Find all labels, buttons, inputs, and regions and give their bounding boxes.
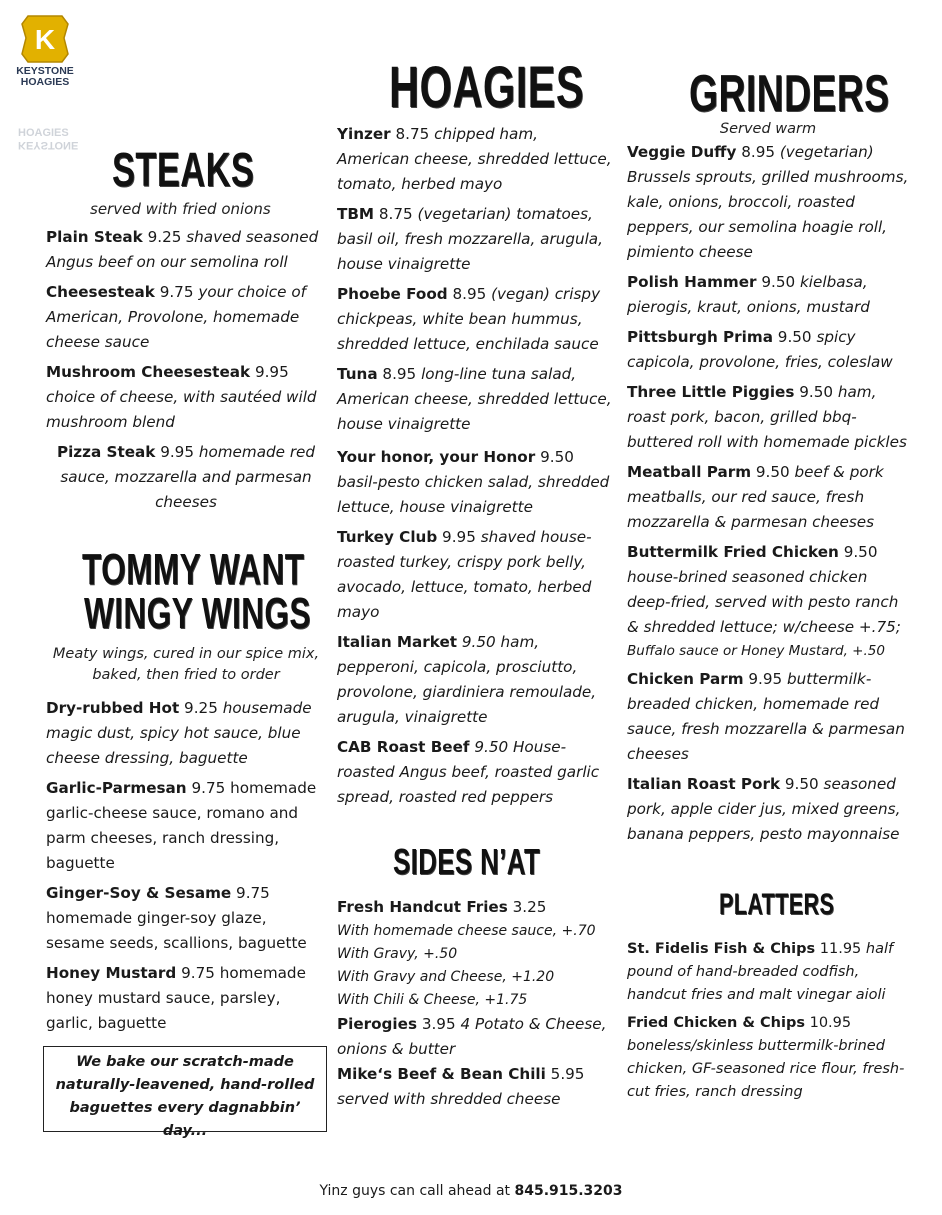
item-desc: house-brined seasoned chicken deep-fried, served with pesto ranch & shredded lettuce; w/cheese +.75; xyxy=(627,568,901,636)
item-price: 9.50 xyxy=(461,633,496,651)
sides-section xyxy=(337,842,617,1117)
item-price: 9.50 xyxy=(777,328,812,346)
item-name: Cheesesteak xyxy=(46,283,155,301)
item-desc: ham, pepperoni, capicola, prosciutto, provolone, giardiniera remoulade, arugula, vinaigrette xyxy=(337,633,597,726)
item-desc: homemade honey mustard sauce, parsley, garlic, baguette xyxy=(46,964,306,1032)
item-name: Chicken Parm xyxy=(627,670,744,688)
hoagies-section xyxy=(337,55,615,815)
item-price: 8.95 xyxy=(382,365,417,383)
item-desc: (vegan) crispy chickpeas, white bean hummus, shredded lettuce, enchilada sauce xyxy=(337,285,601,353)
wings-title-line2: WINGY WINGS xyxy=(84,589,311,638)
grinders-subtitle: Served warm xyxy=(719,121,817,137)
item-desc: beef & pork meatballs, our red sauce, fresh mozzarella & parmesan cheeses xyxy=(627,463,884,531)
item-extra: Buffalo sauce or Honey Mustard, +.50 xyxy=(627,643,885,659)
menu-item xyxy=(337,896,617,918)
item-price: 9.95 xyxy=(442,528,476,546)
menu-item xyxy=(46,440,326,515)
item-desc: basil-pesto chicken salad, shredded lettuce, house vinaigrette xyxy=(337,473,610,516)
logo-text-line2: HOAGIES xyxy=(20,76,70,88)
menu-item xyxy=(46,360,326,435)
phone-number: 845.915.3203 xyxy=(514,1183,623,1199)
menu-item xyxy=(337,1062,617,1112)
item-name: Pittsburgh Prima xyxy=(627,328,773,346)
menu-item xyxy=(46,776,326,876)
item-name: Garlic-Parmesan xyxy=(46,779,187,797)
hoagies-title: HOAGIES xyxy=(389,55,585,120)
item-desc: chipped ham, American cheese, shredded lettuce, tomato, herbed mayo xyxy=(337,125,612,193)
item-name: Three Little Piggies xyxy=(627,383,795,401)
item-price: 3.95 xyxy=(421,1015,456,1033)
item-price: 10.95 xyxy=(809,1015,852,1031)
item-desc: shaved seasoned Angus beef on our semolina roll xyxy=(46,228,319,271)
platters-title: PLATTERS xyxy=(719,888,835,921)
menu-item xyxy=(627,325,909,375)
menu-item xyxy=(46,696,326,771)
item-name: Fried Chicken & Chips xyxy=(627,1015,805,1031)
menu-item xyxy=(46,280,326,355)
menu-item xyxy=(627,772,909,847)
menu-item xyxy=(337,630,615,730)
menu-item xyxy=(337,362,615,437)
item-price: 9.25 xyxy=(184,699,218,717)
menu-item xyxy=(46,961,326,1036)
item-price: 8.75 xyxy=(395,125,430,143)
item-price: 5.95 xyxy=(550,1065,585,1083)
footer-text: Yinz guys can call ahead at xyxy=(319,1183,511,1199)
item-price: 9.50 xyxy=(474,738,509,756)
logo-letter: K xyxy=(34,24,56,55)
item-name: Your honor, your Honor xyxy=(337,448,536,466)
menu-item xyxy=(337,282,615,357)
item-price: 9.50 xyxy=(799,383,834,401)
item-name: Italian Market xyxy=(337,633,458,651)
item-desc: homemade red sauce, mozzarella and parmesan cheeses xyxy=(60,443,316,511)
item-name: Fresh Handcut Fries xyxy=(337,898,508,916)
wings-subtitle: Meaty wings, cured in our spice mix, baked, then fried to order xyxy=(52,646,320,683)
menu-item xyxy=(627,140,909,265)
item-price: 3.25 xyxy=(512,898,547,916)
menu-item xyxy=(337,122,615,197)
menu-item xyxy=(627,667,909,767)
item-name: Dry-rubbed Hot xyxy=(46,699,180,717)
item-desc: boneless/skinless buttermilk-brined chicken, GF-seasoned rice flour, fresh-cut fries, ranch dressing xyxy=(627,1038,905,1100)
logo xyxy=(16,14,78,88)
item-desc: long-line tuna salad, American cheese, shredded lettuce, house vinaigrette xyxy=(337,365,612,433)
item-desc: shaved house-roasted turkey, crispy pork belly, avocado, lettuce, tomato, herbed mayo xyxy=(337,528,592,621)
item-name: Phoebe Food xyxy=(337,285,448,303)
item-name: Buttermilk Fried Chicken xyxy=(627,543,839,561)
item-price: 9.50 xyxy=(843,543,878,561)
menu-item xyxy=(627,270,909,320)
steaks-title: STEAKS xyxy=(112,144,255,197)
item-price: 11.95 xyxy=(819,941,862,957)
item-desc: seasoned pork, apple cider jus, mixed greens, banana peppers, pesto mayonnaise xyxy=(627,775,901,843)
item-desc: homemade ginger-soy glaze, sesame seeds, scallions, baguette xyxy=(46,909,307,952)
item-name: Ginger-Soy & Sesame xyxy=(46,884,232,902)
item-price: 9.25 xyxy=(147,228,182,246)
item-name: Pizza Steak xyxy=(56,443,156,461)
fries-option: With Gravy and Cheese, +1.20 xyxy=(337,969,555,985)
baguette-note: We bake our scratch-made naturally-leavened, hand-rolled baguettes every dagnabbin’ day... xyxy=(43,1046,327,1132)
menu-item xyxy=(337,1012,617,1062)
menu-item xyxy=(627,540,909,640)
keystone-logo-icon xyxy=(20,14,70,64)
item-desc: homemade garlic-cheese sauce, romano and parm cheeses, ranch dressing, baguette xyxy=(46,779,317,872)
menu-item xyxy=(337,525,615,625)
item-price: 9.75 xyxy=(181,964,215,982)
wings-section xyxy=(46,545,326,1041)
item-name: Veggie Duffy xyxy=(627,143,737,161)
item-name: Meatball Parm xyxy=(627,463,752,481)
item-price: 9.95 xyxy=(160,443,195,461)
item-desc: (vegetarian) tomatoes, basil oil, fresh mozzarella, arugula, house vinaigrette xyxy=(337,205,603,273)
item-price: 9.75 xyxy=(236,884,270,902)
menu-item xyxy=(627,938,909,1007)
item-desc: (vegetarian) Brussels sprouts, grilled mushrooms, kale, onions, broccoli, roasted peppers, our semolina hoagie roll, pimiento cheese xyxy=(627,143,909,261)
item-name: TBM xyxy=(337,205,375,223)
item-name: Mushroom Cheesesteak xyxy=(46,363,251,381)
logo-text-line1: KEYSTONE xyxy=(16,65,74,77)
menu-item xyxy=(337,445,615,520)
menu-item xyxy=(46,881,326,956)
logo-ghost-line2: KEYSTONE xyxy=(18,139,79,151)
item-name: Turkey Club xyxy=(337,528,438,546)
item-price: 9.50 xyxy=(755,463,790,481)
item-price: 8.95 xyxy=(741,143,776,161)
item-name: Pierogies xyxy=(337,1015,417,1033)
item-desc: served with shredded cheese xyxy=(337,1090,561,1108)
item-name: Italian Roast Pork xyxy=(627,775,781,793)
item-name: CAB Roast Beef xyxy=(337,738,470,756)
item-name: Polish Hammer xyxy=(627,273,757,291)
steaks-section xyxy=(46,146,326,520)
item-desc: buttermilk-breaded chicken, homemade red sauce, fresh mozzarella & parmesan cheeses xyxy=(627,670,905,763)
item-name: St. Fidelis Fish & Chips xyxy=(627,941,816,957)
footer xyxy=(0,1183,942,1199)
item-price: 9.50 xyxy=(761,273,796,291)
item-name: Honey Mustard xyxy=(46,964,177,982)
menu-item xyxy=(337,735,615,810)
fries-option: With Chili & Cheese, +1.75 xyxy=(337,992,528,1008)
menu-item xyxy=(627,380,909,455)
item-desc: housemade magic dust, spicy hot sauce, blue cheese dressing, baguette xyxy=(46,699,312,767)
item-price: 9.50 xyxy=(784,775,819,793)
fries-option: With Gravy, +.50 xyxy=(337,946,458,962)
grinders-title: GRINDERS xyxy=(689,65,890,123)
item-desc: House-roasted Angus beef, roasted garlic spread, roasted red peppers xyxy=(337,738,600,806)
item-name: Mike‘s Beef & Bean Chili xyxy=(337,1065,546,1083)
item-price: 9.75 xyxy=(159,283,194,301)
sides-title: SIDES N’AT xyxy=(393,841,541,882)
item-price: 8.75 xyxy=(378,205,413,223)
menu-item xyxy=(627,460,909,535)
item-price: 9.75 xyxy=(191,779,226,797)
item-desc: your choice of American, Provolone, homemade cheese sauce xyxy=(46,283,306,351)
menu-item xyxy=(337,202,615,277)
item-name: Plain Steak xyxy=(46,228,143,246)
platters-section xyxy=(627,888,909,1109)
item-desc: half pound of hand-breaded codfish, handcut fries and malt vinegar aioli xyxy=(627,941,894,1003)
item-price: 9.95 xyxy=(748,670,783,688)
logo-ghost-line1: HOAGIES xyxy=(18,127,69,139)
fries-option: With homemade cheese sauce, +.70 xyxy=(337,923,596,939)
grinders-section xyxy=(627,65,909,852)
menu-item xyxy=(46,225,326,275)
item-desc: kielbasa, pierogis, kraut, onions, mustard xyxy=(627,273,870,316)
menu-item xyxy=(627,1012,909,1104)
item-desc: ham, roast pork, bacon, grilled bbq-buttered roll with homemade pickles xyxy=(627,383,907,451)
item-price: 9.95 xyxy=(254,363,289,381)
item-price: 9.50 xyxy=(540,448,574,466)
steaks-subtitle: served with fried onions xyxy=(90,200,271,218)
item-desc: 4 Potato & Cheese, onions & butter xyxy=(337,1015,607,1058)
item-name: Yinzer xyxy=(337,125,391,143)
wings-title-line1: TOMMY WANT xyxy=(82,545,305,594)
item-desc: spicy capicola, provolone, fries, coleslaw xyxy=(627,328,893,371)
item-name: Tuna xyxy=(337,365,378,383)
item-desc: choice of cheese, with sautéed wild mushroom blend xyxy=(46,388,317,431)
item-price: 8.95 xyxy=(452,285,487,303)
